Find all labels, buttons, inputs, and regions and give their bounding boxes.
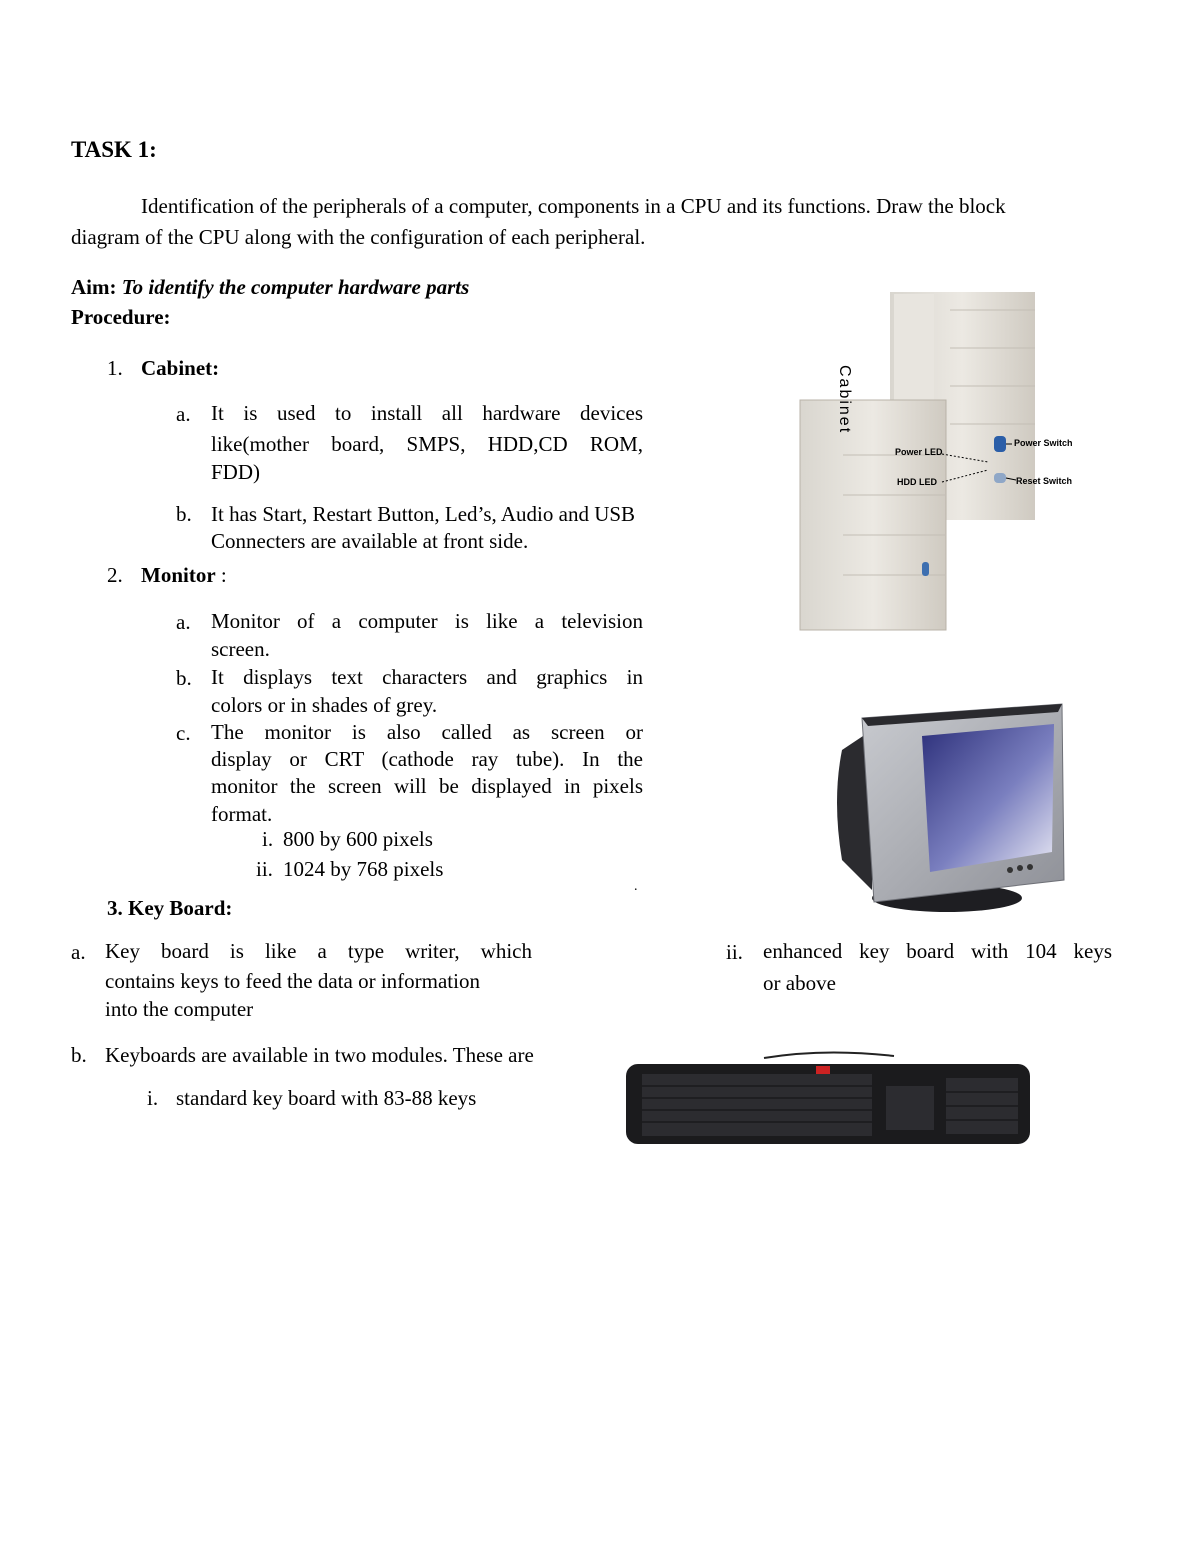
keyboard-a-line-1: Key board is like a type writer, which <box>105 939 532 963</box>
monitor-colon: : <box>220 563 227 587</box>
keyboard-a-line-3: into the computer <box>105 997 254 1021</box>
keyboard-ii-line-2: or above <box>763 971 836 995</box>
cabinet-label: Cabinet <box>836 365 853 435</box>
monitor-i-text: 800 by 600 pixels <box>283 827 433 851</box>
monitor-c-marker: c. <box>176 721 191 745</box>
intro-line-2: diagram of the CPU along with the configuration of each peripheral. <box>71 225 646 249</box>
keyboard-i-marker: i. <box>147 1086 159 1110</box>
stray-mark: . <box>634 879 638 894</box>
monitor-ii-text: 1024 by 768 pixels <box>283 857 444 881</box>
cabinet-photo <box>798 290 1038 632</box>
cabinet-heading: Cabinet: <box>141 356 220 380</box>
reset-switch-label: Reset Switch <box>1016 476 1073 486</box>
monitor-figure <box>832 690 1072 920</box>
keyboard-b-text: Keyboards are available in two modules. These are <box>105 1043 534 1067</box>
monitor-c-line-1: The monitor is also called as screen or <box>211 720 643 744</box>
monitor-c-line-4: format. <box>211 802 273 826</box>
monitor-a-marker: a. <box>176 610 191 634</box>
keyboard-i-text: standard key board with 83-88 keys <box>176 1086 477 1110</box>
monitor-c-line-3: monitor the screen will be displayed in pixels <box>211 774 643 798</box>
cabinet-figure <box>798 290 1073 632</box>
monitor-a-line-1: Monitor of a computer is like a television <box>211 609 643 633</box>
monitor-b-line-2: colors or in shades of grey. <box>211 693 438 717</box>
monitor-i-marker: i. <box>262 827 274 851</box>
monitor-photo <box>832 690 1072 920</box>
intro-line-1: Identification of the peripherals of a computer, components in a CPU and its functions. Draw the block <box>141 194 1006 218</box>
aim-text: To identify the computer hardware parts <box>121 275 470 299</box>
power-led-label: Power LED <box>895 447 943 457</box>
cabinet-b-line-1: It has Start, Restart Button, Led’s, Audio and USB <box>211 502 636 526</box>
monitor-a-line-2: screen. <box>211 637 270 661</box>
cabinet-b-line-2: Connecters are available at front side. <box>211 529 529 553</box>
monitor-heading: Monitor <box>141 563 216 587</box>
page-title: TASK 1: <box>71 137 157 162</box>
cabinet-a-line-1: It is used to install all hardware devices <box>211 401 643 425</box>
cabinet-number: 1. <box>107 356 123 380</box>
monitor-number: 2. <box>107 563 123 587</box>
keyboard-cable <box>764 1052 894 1058</box>
power-button-icon <box>994 436 1006 452</box>
keyboard-logo <box>816 1066 830 1074</box>
monitor-heading-line <box>141 561 227 589</box>
power-switch-label: Power Switch <box>1014 438 1073 448</box>
aim-line <box>71 273 469 301</box>
monitor-b-line-1: It displays text characters and graphics in <box>211 665 643 689</box>
keyboard-photo <box>624 1050 1034 1150</box>
keyboard-a-line-2: contains keys to feed the data or information <box>105 969 480 993</box>
keyboard-b-marker: b. <box>71 1043 87 1067</box>
cabinet-a-line-3: FDD) <box>211 460 261 484</box>
keyboard-ii-marker: ii. <box>726 940 743 964</box>
cabinet-b-marker: b. <box>176 502 192 526</box>
aim-label: Aim: <box>71 275 117 299</box>
procedure-label: Procedure: <box>71 305 171 329</box>
cabinet-a-marker: a. <box>176 402 191 426</box>
keyboard-a-marker: a. <box>71 940 86 964</box>
monitor-ii-marker: ii. <box>256 857 273 881</box>
hdd-led-label: HDD LED <box>897 477 937 487</box>
reset-button-icon <box>994 473 1006 483</box>
keyboard-heading: 3. Key Board: <box>107 896 233 920</box>
monitor-screen <box>922 724 1054 872</box>
monitor-c-line-2: display or CRT (cathode ray tube). In the <box>211 747 643 771</box>
cabinet-front <box>800 400 946 630</box>
cabinet-a-line-2: like(mother board, SMPS, HDD,CD ROM, <box>211 432 643 456</box>
keyboard-ii-line-1: enhanced key board with 104 keys <box>763 939 1112 963</box>
keyboard-figure <box>624 1050 1034 1150</box>
monitor-b-marker: b. <box>176 666 192 690</box>
